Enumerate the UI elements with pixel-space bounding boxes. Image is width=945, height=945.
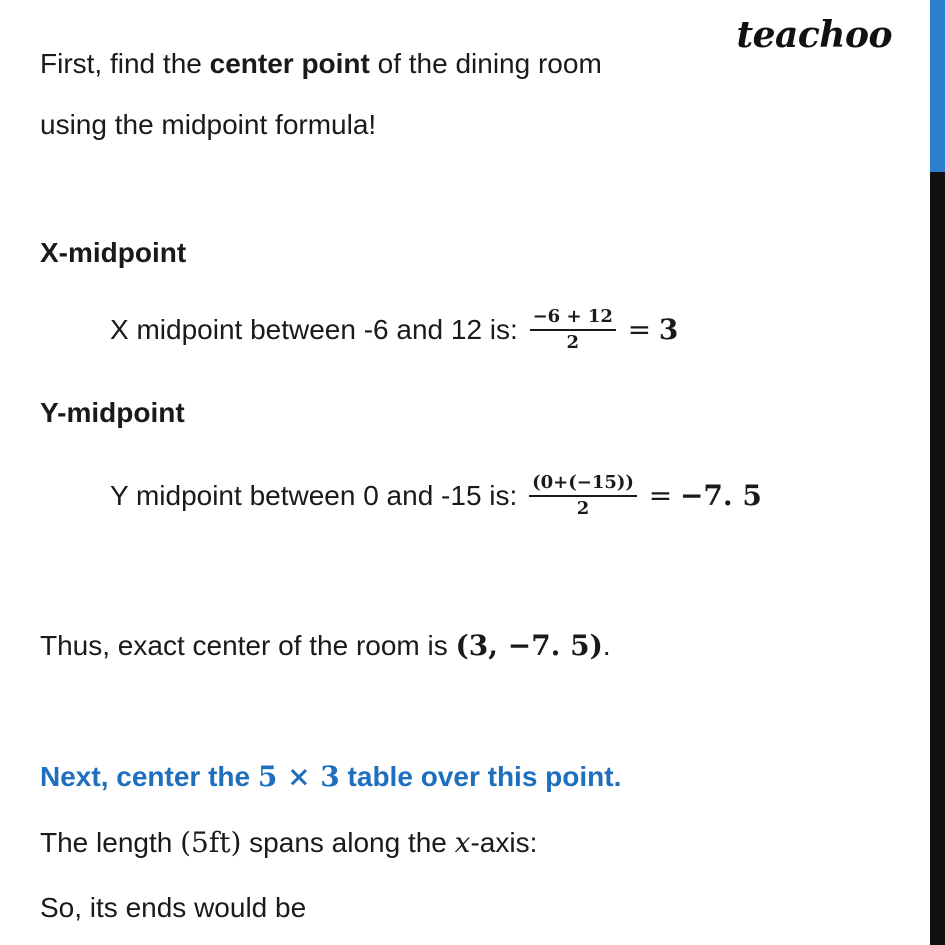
conclusion-line	[40, 629, 611, 662]
y-fraction-denominator: 2	[576, 498, 590, 519]
length-text-mid: spans along the	[241, 827, 455, 858]
x-midpoint-line	[110, 308, 678, 352]
conclusion-period: .	[602, 630, 611, 661]
y-midpoint-result: −7. 5	[679, 479, 762, 512]
x-midpoint-fraction	[530, 308, 616, 352]
intro-text: First, find the	[40, 48, 210, 79]
y-fraction-numerator: (0+(−15))	[529, 474, 637, 497]
x-fraction-numerator: −6 + 12	[530, 308, 616, 331]
teachoo-logo: teachoo	[736, 14, 892, 56]
intro-bold-text: center point	[209, 48, 370, 79]
length-text: The length	[40, 827, 181, 858]
center-point: (𝟑, −𝟕. 𝟓)	[455, 629, 603, 662]
ends-line: So, its ends would be	[40, 892, 307, 923]
scrollbar[interactable]	[930, 0, 945, 945]
conclusion-text: Thus, exact center of the room is	[40, 630, 456, 661]
scrollbar-thumb[interactable]	[930, 0, 945, 172]
y-midpoint-fraction	[529, 474, 637, 518]
y-midpoint-line	[110, 474, 762, 518]
intro-line-1	[40, 50, 602, 78]
length-text-end: -axis:	[470, 827, 538, 858]
x-variable: x	[454, 826, 471, 859]
next-step-text: Next, center the	[40, 761, 258, 792]
length-line	[40, 826, 538, 859]
next-step-line	[40, 760, 622, 793]
table-dimensions: 5 × 3	[257, 760, 340, 793]
y-equals-sign: =	[648, 479, 673, 512]
x-midpoint-heading: X-midpoint	[40, 237, 187, 268]
x-fraction-denominator: 2	[566, 332, 579, 353]
intro-line-2: using the midpoint formula!	[40, 109, 377, 140]
x-midpoint-result: 3	[658, 313, 679, 346]
y-midpoint-text: Y midpoint between 0 and -15 is:	[110, 480, 518, 511]
length-value: (5ft)	[180, 826, 242, 859]
x-midpoint-text: X midpoint between -6 and 12 is:	[110, 314, 518, 345]
y-midpoint-heading: Y-midpoint	[40, 397, 185, 428]
x-equals-sign: =	[627, 313, 652, 346]
intro-text-end: of the dining room	[369, 48, 602, 79]
next-step-text-end: table over this point.	[339, 761, 622, 792]
